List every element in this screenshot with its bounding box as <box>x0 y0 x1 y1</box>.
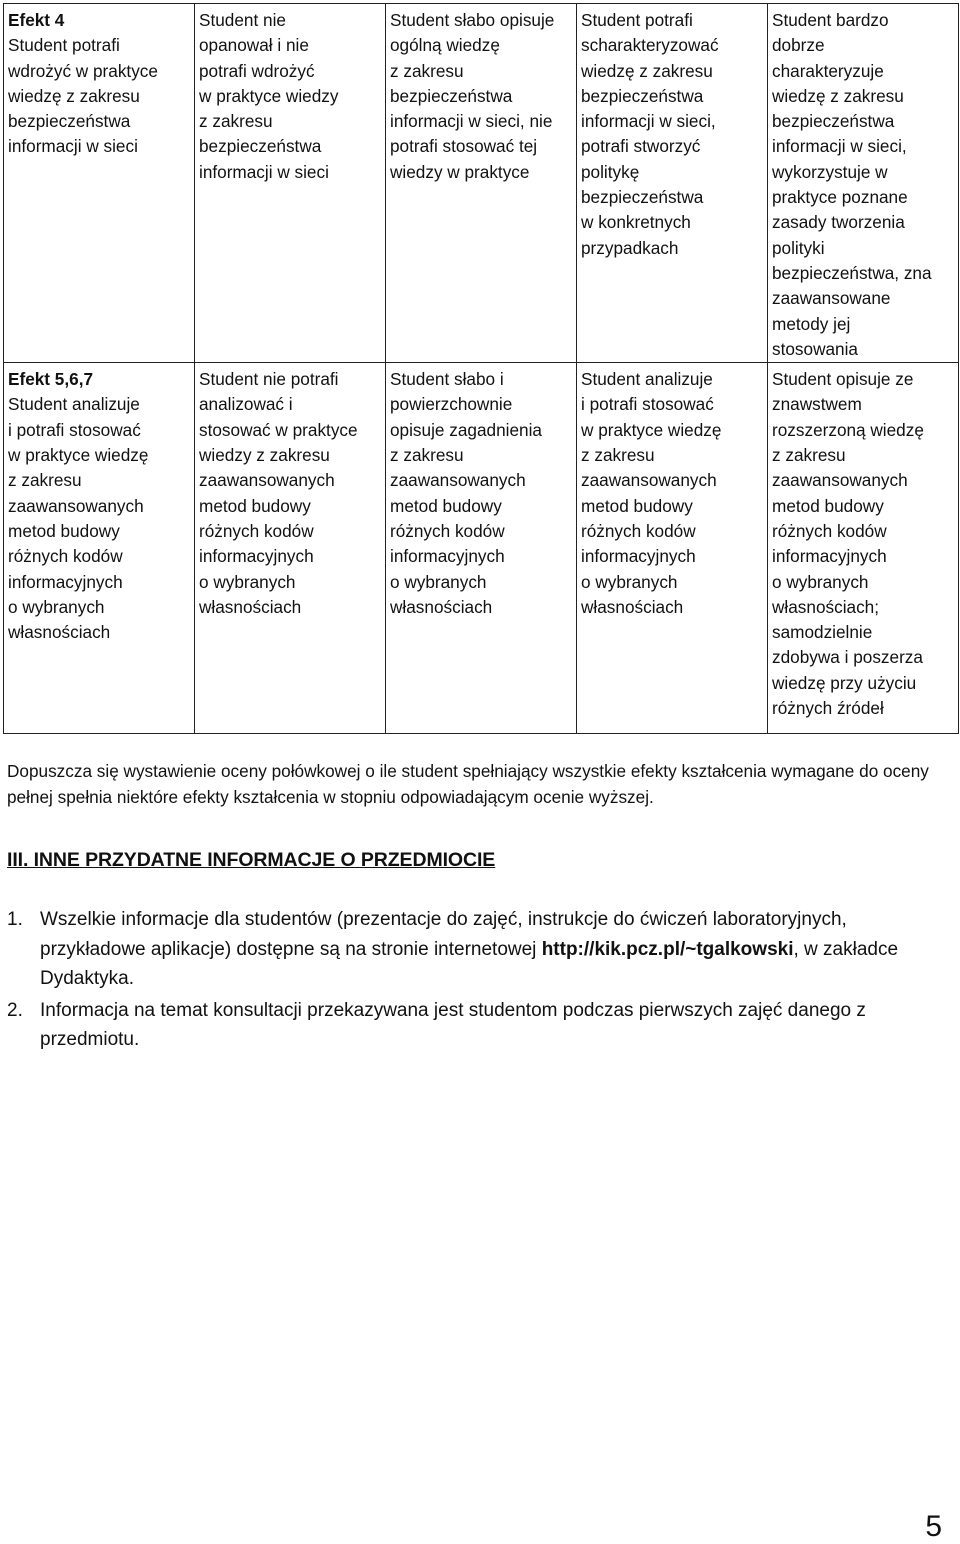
efekt-title: Efekt 5,6,7 <box>8 369 94 390</box>
course-website-link[interactable]: http://kik.pcz.pl/~tgalkowski <box>541 938 794 960</box>
grade-cell: Student opisuje ze znawstwem rozszerzoną wiedzę z zakresu zaawansowanych metod budowy różnych kodów informacyjnych o wybranych własnościach; samodzielnie zdobywa i poszerza wiedzę przy użyciu różnych źródeł <box>768 363 959 734</box>
list-item-number: 2. <box>7 999 23 1021</box>
grade-cell: Student słabo i powierzchownie opisuje zagadnienia z zakresu zaawansowanych metod budowy różnych kodów informacyjnych o wybranych własnościach <box>386 363 577 734</box>
efekt-cell <box>4 4 195 363</box>
list-item-text: Informacja na temat konsultacji przekazywana jest studentom podczas pierwszych zajęć danego z przedmiotu. <box>40 999 866 1050</box>
grade-cell: Student nie potrafi analizować i stosować w praktyce wiedzy z zakresu zaawansowanych metod budowy różnych kodów informacyjnych o wybranych własnościach <box>195 363 386 734</box>
table-row <box>4 363 959 734</box>
grade-cell: Student nie opanował i nie potrafi wdrożyć w praktyce wiedzy z zakresu bezpieczeństwa informacji w sieci <box>195 4 386 363</box>
list-item-text: Wszelkie informacje dla studentów (prezentacje do zajęć, instrukcje do ćwiczeń laboratoryjnych, przykładowe aplikacje) dostępne są na stronie internetowej <box>40 909 847 960</box>
page-number: 5 <box>925 1510 942 1543</box>
list-item-number: 1. <box>7 909 23 930</box>
efekt-description: Student potrafi wdrożyć w praktyce wiedzę z zakresu bezpieczeństwa informacji w sieci <box>8 35 158 157</box>
grade-cell: Student potrafi scharakteryzować wiedzę z zakresu bezpieczeństwa informacji w sieci, potrafi stworzyć politykę bezpieczeństwa w konkretnych przypadkach <box>577 4 768 363</box>
grade-cell: Student bardzo dobrze charakteryzuje wiedzę z zakresu bezpieczeństwa informacji w sieci, wykorzystuje w praktyce poznane zasady tworzenia polityki bezpieczeństwa, zna zaawansowane metody jej stosowania <box>768 4 959 363</box>
grade-cell: Student analizuje i potrafi stosować w praktyce wiedzę z zakresu zaawansowanych metod budowy różnych kodów informacyjnych o wybranych własnościach <box>577 363 768 734</box>
list-item-text: , w zakładce Dydaktyka. <box>40 938 899 989</box>
assessment-criteria-table <box>3 3 959 734</box>
efekt-description: Student analizuje i potrafi stosować w praktyce wiedzę z zakresu zaawansowanych metod budowy różnych kodów informacyjnych o wybranych własnościach <box>8 394 149 643</box>
grading-note: Dopuszcza się wystawienie oceny połówkowej o ile student spełniający wszystkie efekty kształcenia wymagane do oceny pełnej spełnia niektóre efekty kształcenia w stopniu odpowiadającym ocenie wyższej. <box>7 761 929 807</box>
list-item <box>7 996 952 1055</box>
efekt-title: Efekt 4 <box>8 10 65 30</box>
table-row <box>4 4 959 363</box>
info-list <box>7 905 952 1057</box>
list-item <box>7 905 952 994</box>
section-heading: III. INNE PRZYDATNE INFORMACJE O PRZEDMIOCIE <box>7 849 496 871</box>
efekt-cell <box>4 363 195 734</box>
grade-cell: Student słabo opisuje ogólną wiedzę z zakresu bezpieczeństwa informacji w sieci, nie potrafi stosować tej wiedzy w praktyce <box>386 4 577 363</box>
